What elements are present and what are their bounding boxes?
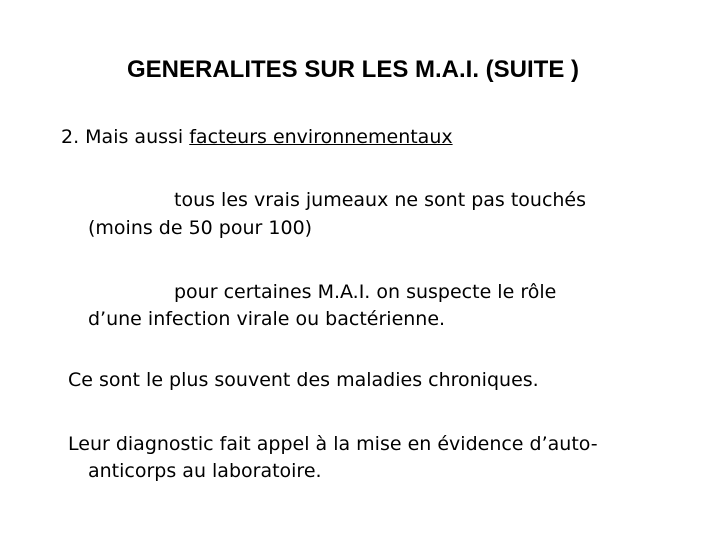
point-2-underlined: facteurs environnementaux <box>189 126 453 148</box>
twins-line-1: tous les vrais jumeaux ne sont pas touchés <box>174 189 587 211</box>
point-2-line <box>61 124 453 150</box>
slide-title: GENERALITES SUR LES M.A.I. (SUITE ) <box>126 56 580 83</box>
point-2-prefix: 2. Mais aussi <box>61 126 190 148</box>
twins-line-2: (moins de 50 pour 100) <box>88 217 313 239</box>
infection-line-1: pour certaines M.A.I. on suspecte le rôle <box>174 281 557 303</box>
diagnosis-line-1: Leur diagnostic fait appel à la mise en évidence d’auto- <box>68 433 598 455</box>
chronic-line: Ce sont le plus souvent des maladies chroniques. <box>68 369 539 391</box>
infection-line-2: d’une infection virale ou bactérienne. <box>88 308 446 330</box>
diagnosis-line-2: anticorps au laboratoire. <box>88 460 322 482</box>
